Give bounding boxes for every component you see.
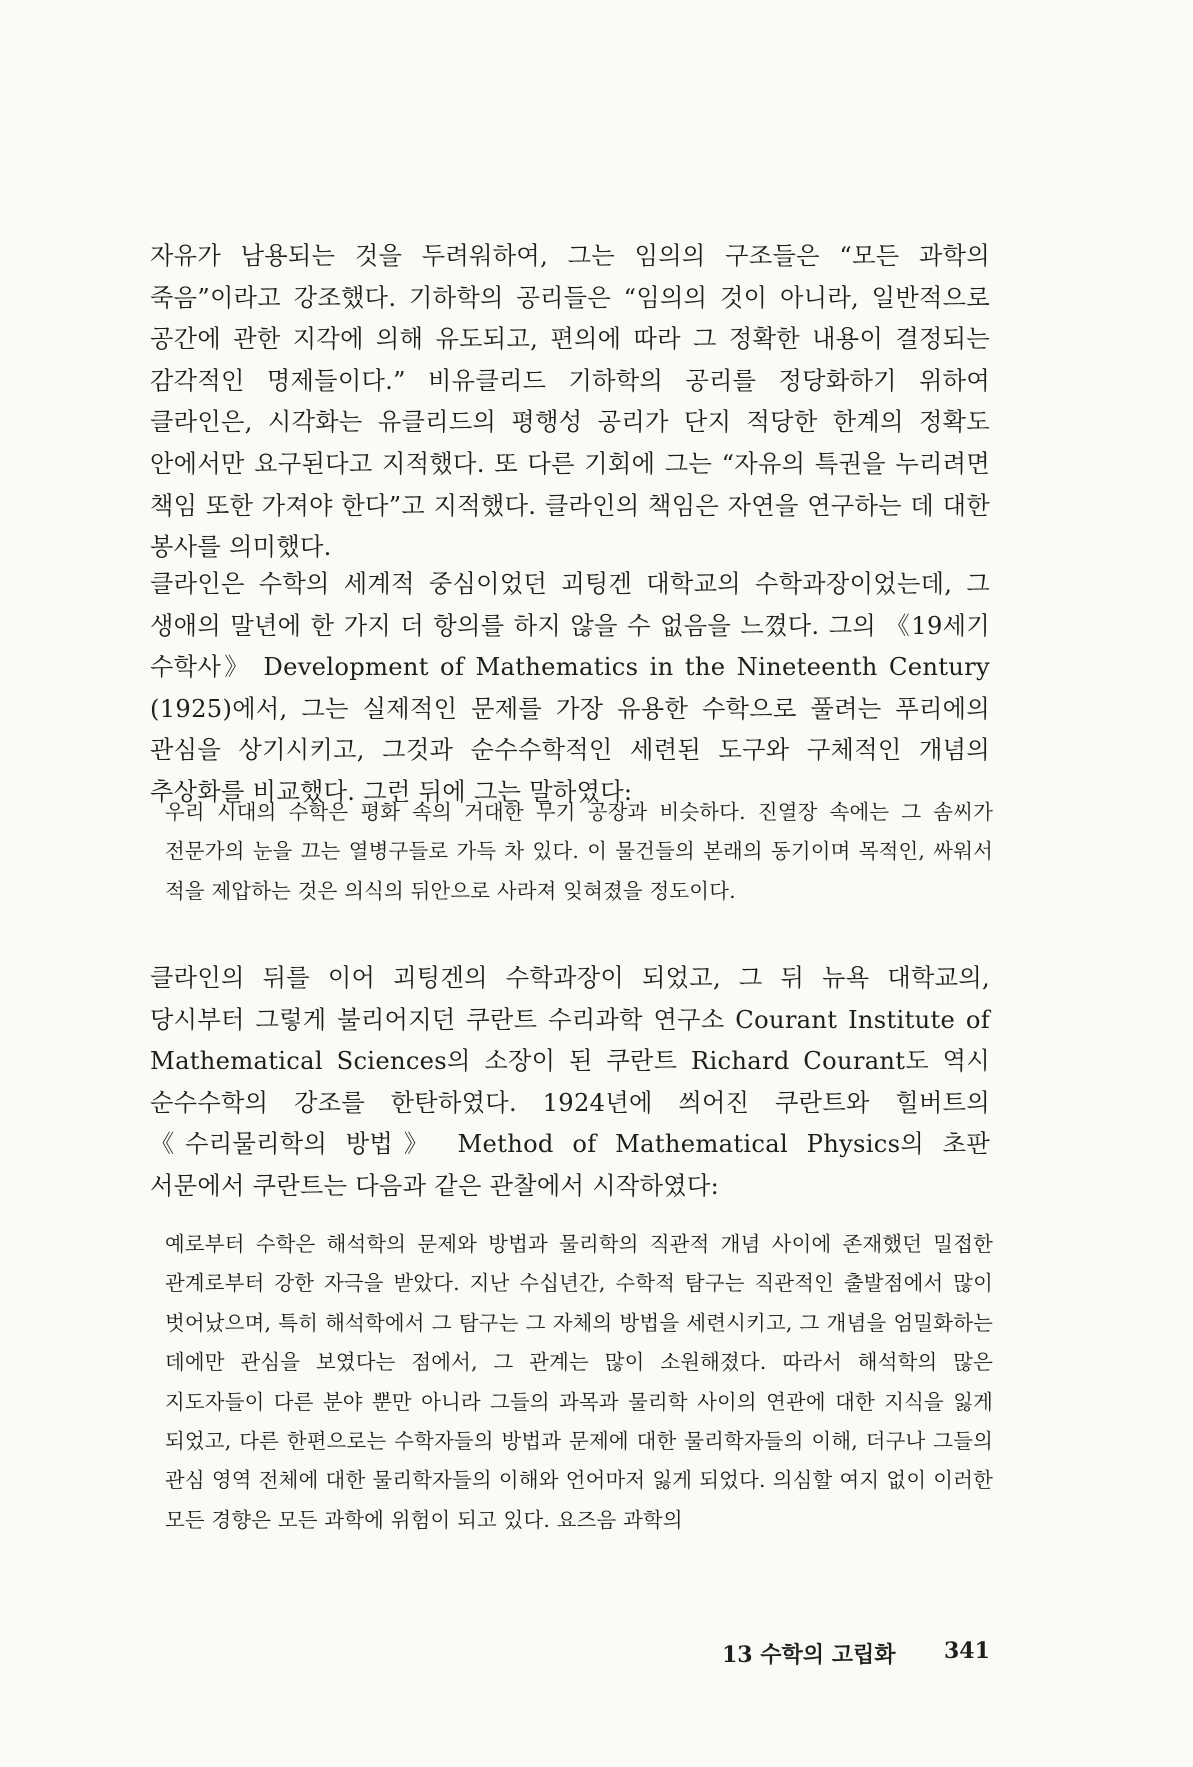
- block-quote: 우리 시대의 수학은 평화 속의 거대한 무기 공장과 비슷하다. 진열장 속에는 그 솜씨가 전문가의 눈을 끄는 열병구들로 가득 차 있다. 이 물건들의 본래의 동기이며 목적인, 싸워서 적을 제압하는 것은 의식의 뒤안으로 사라져 잊혀졌을 정도이다.: [165, 800, 993, 903]
- body-paragraph: 자유가 남용되는 것을 두려워하여, 그는 임의의 구조들은 “모든 과학의 죽음”이라고 강조했다. 기하학의 공리들은 “임의의 것이 아니라, 일반적으로 공간에 관한 지각에 의해 유도되고, 편의에 따라 그 정확한 내용이 결정되는 감각적인 명제들이다.” 비유클리드 기하학의 공리를 정당화하기 위하여 클라인은, 시각화는 유클리드의 평행성 공리가 단지 적당한 한계의 정확도 안에서만 요구된다고 지적했다. 또 다른 기회에 그는 “자유의 특권을 누리려면 책임 또한 가져야 한다”고 지적했다. 클라인의 책임은 자연을 연구하는 데 대한 봉사를 의미했다.: [150, 242, 990, 562]
- body-paragraph: 클라인의 뒤를 이어 괴팅겐의 수학과장이 되었고, 그 뒤 뉴욕 대학교의, 당시부터 그렇게 불리어지던 쿠란트 수리과학 연구소 Courant Institute of Mathematical Sciences의 소장이 된 쿠란트 Richard Courant도 역시 순수수학의 강조를 한탄하였다. 1924년에 씌어진 쿠란트와 힐버트의 《수리물리학의 방법》 Method of Mathematical Physics의 초판 서문에서 쿠란트는 다음과 같은 관찰에서 시작하였다:: [150, 964, 990, 1200]
- body-paragraph: 클라인은 수학의 세계적 중심이었던 괴팅겐 대학교의 수학과장이었는데, 그 생애의 말년에 한 가지 더 항의를 하지 않을 수 없음을 느꼈다. 그의 《19세기 수학사》 Development of Mathematics in the Nineteenth Century (1925)에서, 그는 실제적인 문제를 가장 유용한 수학으로 풀려는 푸리에의 관심을 상기시키고, 그것과 순수수학적인 세련된 도구와 구체적인 개념의 추상화를 비교했다. 그런 뒤에 그는 말하였다:: [150, 570, 990, 806]
- running-footer-chapter: 13 수학의 고립화: [722, 1642, 896, 1668]
- block-quote: 예로부터 수학은 해석학의 문제와 방법과 물리학의 직관적 개념 사이에 존재했던 밀접한 관계로부터 강한 자극을 받았다. 지난 수십년간, 수학적 탐구는 직관적인 출발점에서 많이 벗어났으며, 특히 해석학에서 그 탐구는 그 자체의 방법을 세련시키고, 그 개념을 엄밀화하는 데에만 관심을 보였다는 점에서, 그 관계는 많이 소원해졌다. 따라서 해석학의 많은 지도자들이 다른 분야 뿐만 아니라 그들의 과목과 물리학 사이의 연관에 대한 지식을 잃게 되었고, 다른 한편으로는 수학자들의 방법과 문제에 대한 물리학자들의 이해, 더구나 그들의 관심 영역 전체에 대한 물리학자들의 이해와 언어마저 잃게 되었다. 의심할 여지 없이 이러한 모든 경향은 모든 과학에 위험이 되고 있다. 요즈음 과학의: [165, 1232, 993, 1532]
- page-number: 341: [944, 1638, 990, 1664]
